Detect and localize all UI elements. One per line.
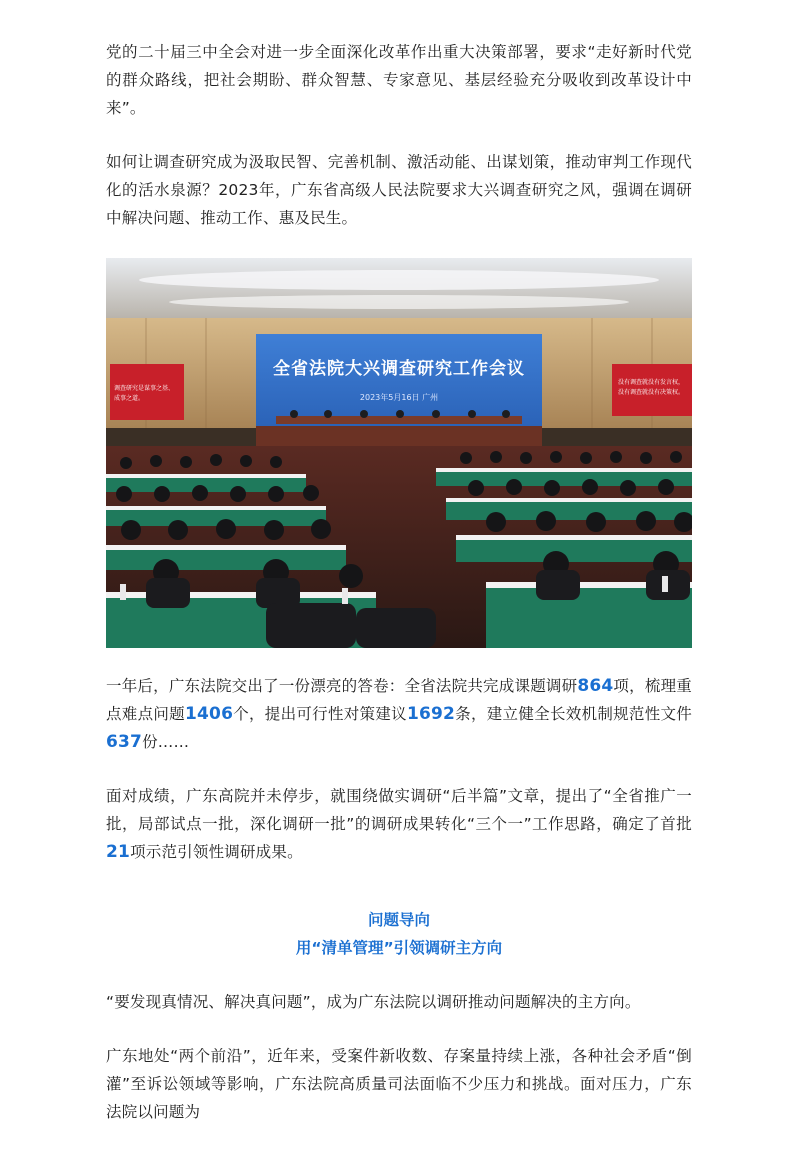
left-slogan-sign: 调查研究是谋事之基、成事之道。 xyxy=(114,385,175,402)
banner-title: 全省法院大兴调查研究工作会议 xyxy=(273,359,525,379)
paragraph-guangdong: 广东地处“两个前沿”，近年来，受案件新收数、存案量持续上涨，各种社会矛盾“倒灌”至诉讼领域等影响，广东法院高质量司法面临不少压力和挑战。面对压力，广东法院以问题为 xyxy=(106,1047,692,1121)
paragraph-intro: 党的二十届三中全会对进一步全面深化改革作出重大决策部署，要求“走好新时代党的群众路线，把社会期盼、群众智慧、专家意见、基层经验充分吸收到改革设计中来”。 xyxy=(106,43,692,117)
section-heading xyxy=(106,906,692,962)
paragraph-question: 如何让调查研究成为汲取民智、完善机制、激活动能、出谋划策，推动审判工作现代化的活水泉源？2023年，广东省高级人民法院要求大兴调查研究之风，强调在调研中解决问题、推动工作、惠及民生。 xyxy=(106,153,692,227)
meeting-photo xyxy=(106,258,692,648)
stat-research-topics: 864 xyxy=(577,676,614,696)
stat-normative-documents: 637 xyxy=(106,732,143,752)
stat-demo-results: 21 xyxy=(106,842,131,862)
banner-date: 2023年5月16日 广州 xyxy=(359,393,439,402)
right-slogan-sign: 没有调查就没有发言权，没有调查就没有决策权。 xyxy=(618,379,685,396)
paragraph-results: 一年后，广东法院交出了一份漂亮的答卷：全省法院共完成课题调研864项，梳理重点难点问题1406个，提出可行性对策建议1692条，建立健全长效机制规范性文件637份…… xyxy=(106,676,692,752)
article-body xyxy=(106,38,692,1152)
section-heading-line1: 问题导向 xyxy=(367,911,430,929)
paragraph-direction: “要发现真情况、解决真问题”，成为广东法院以调研推动问题解决的主方向。 xyxy=(106,993,641,1011)
stat-key-problems: 1406 xyxy=(184,704,234,724)
meeting-photo-illustration xyxy=(106,258,692,648)
section-heading-line2: 用“清单管理”引领调研主方向 xyxy=(295,939,503,957)
paragraph-follow-up: 面对成绩，广东高院并未停步，就围绕做实调研“后半篇”文章，提出了“全省推广一批，局部试点一批，深化调研一批”的调研成果转化“三个一”工作思路，确定了首批21项示范引领性调研成果。 xyxy=(106,787,692,862)
stat-suggestions: 1692 xyxy=(406,704,456,724)
